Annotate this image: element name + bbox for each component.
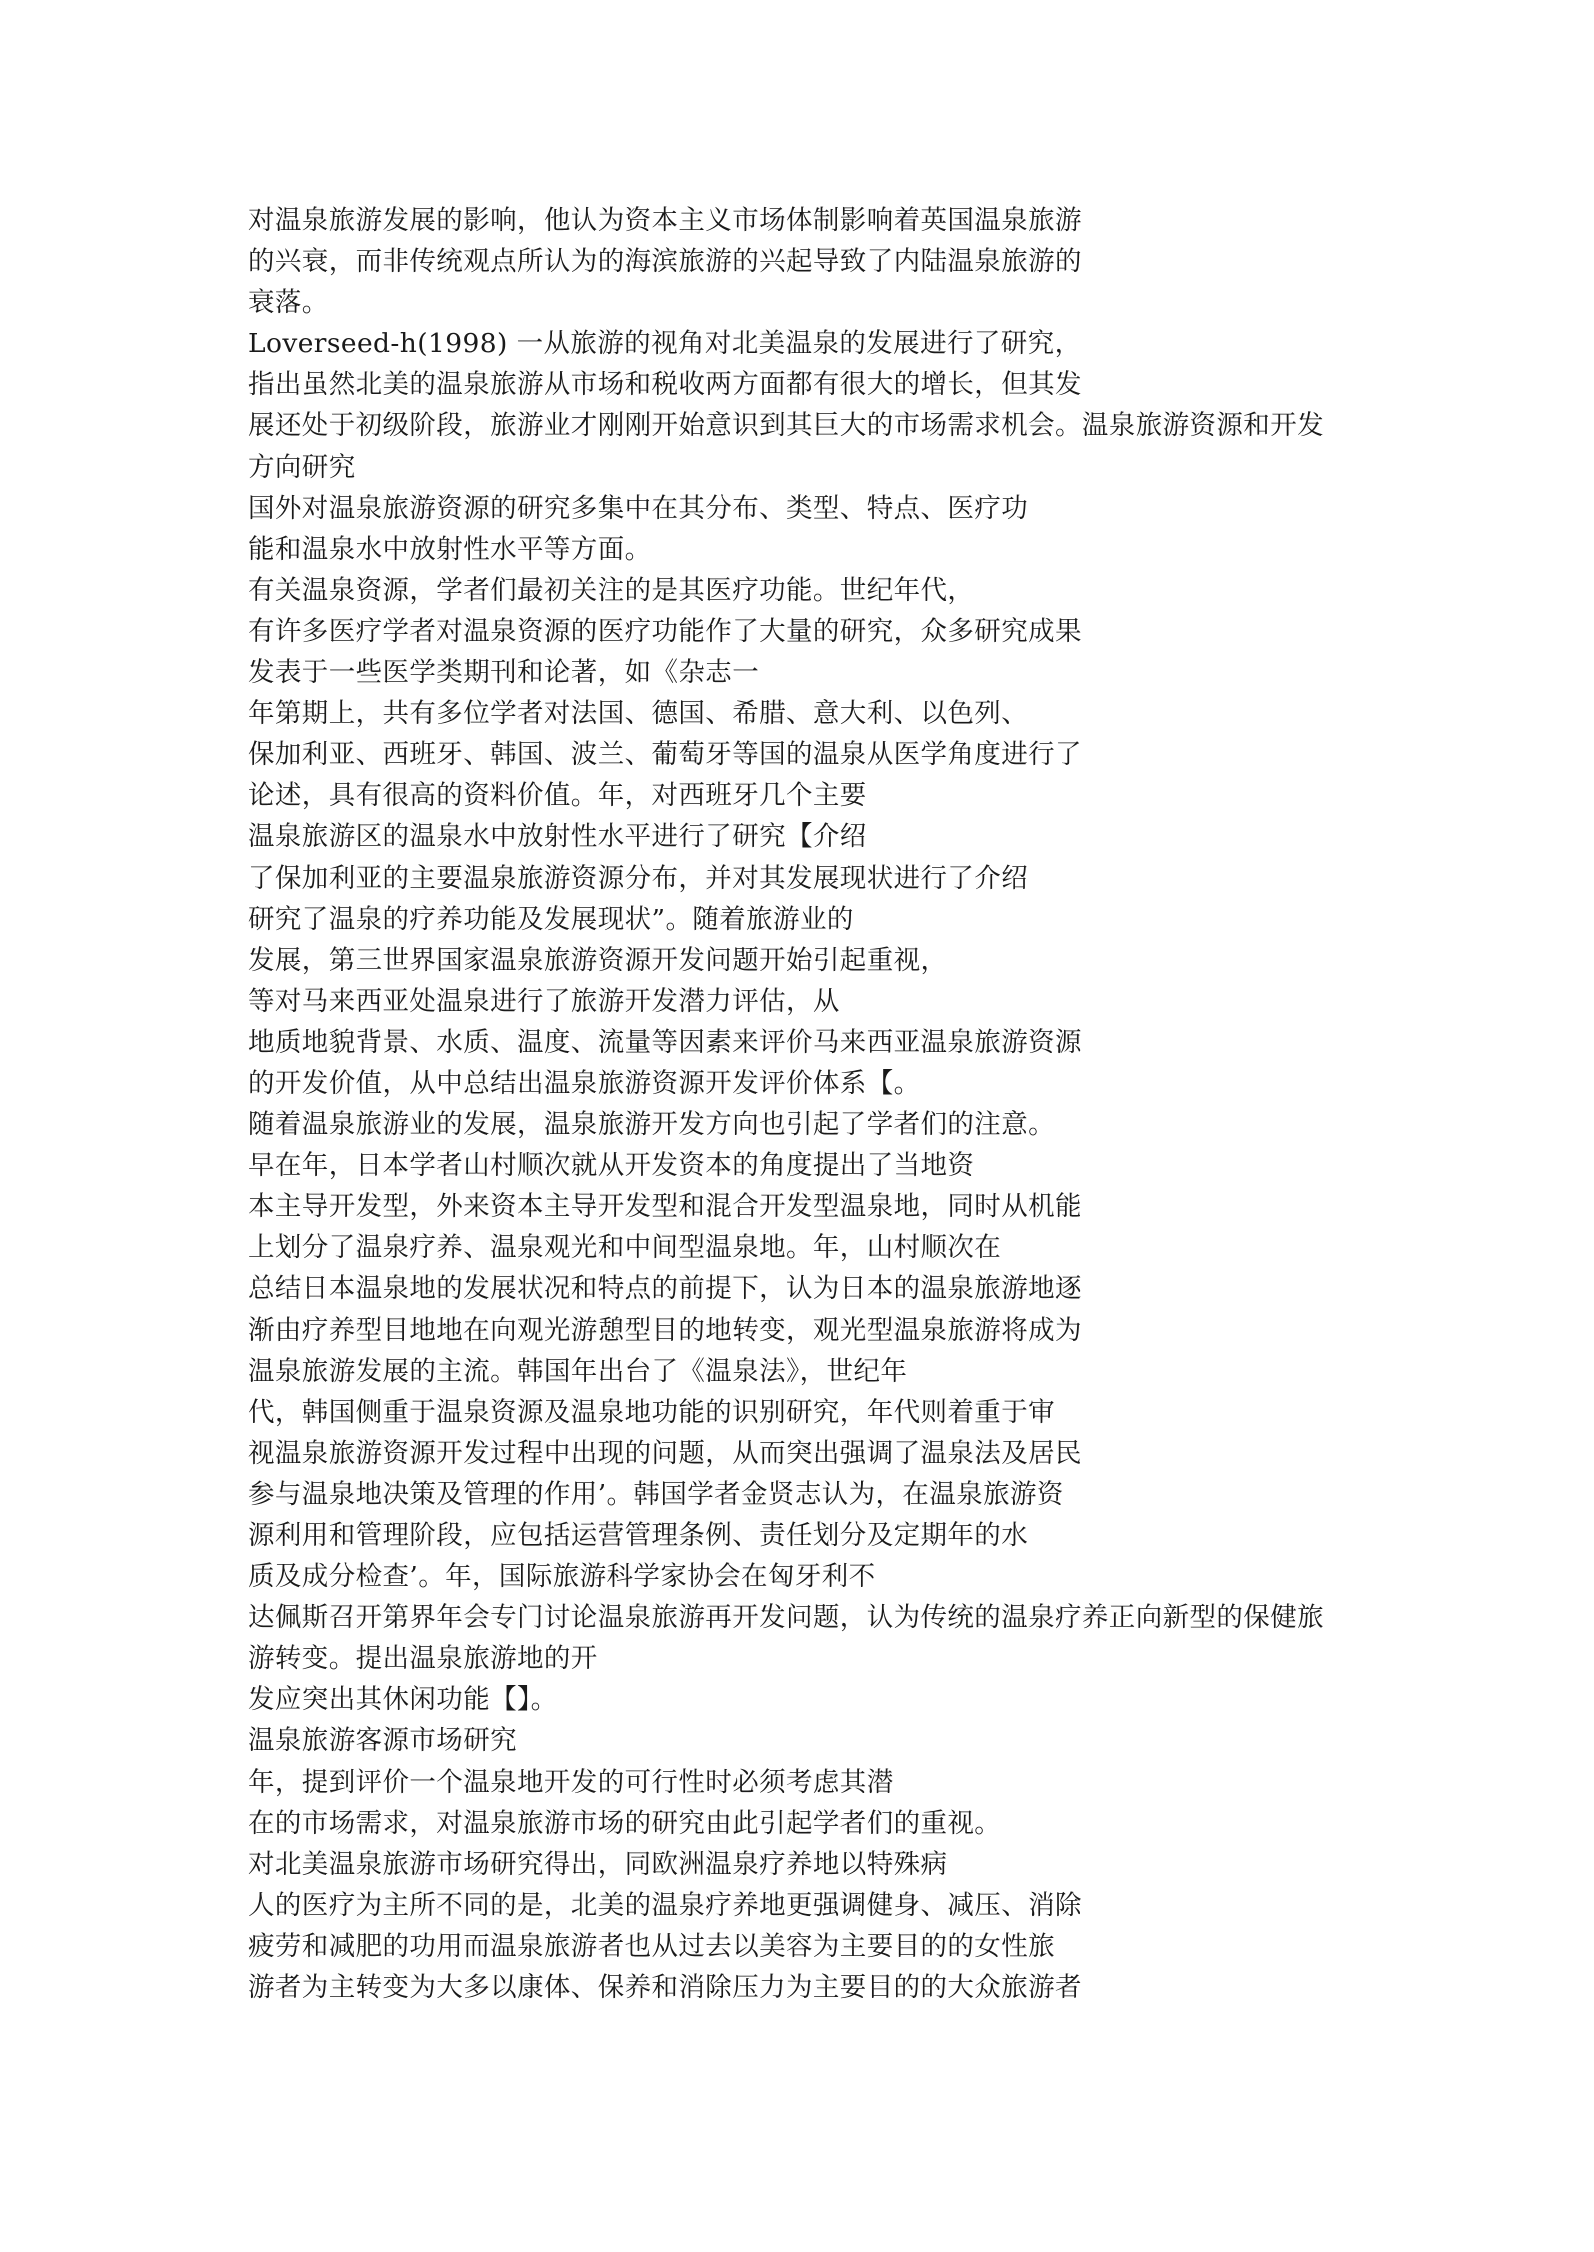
text-line: 在的市场需求，对温泉旅游市场的研究由此引起学者们的重视。 (248, 1807, 1002, 1839)
text-line: 年第期上，共有多位学者对法国、德国、希腊、意大利、以色列、 (248, 698, 1029, 730)
text-line: 研究了温泉的疗养功能及发展现状”。随着旅游业的 (248, 903, 854, 935)
text-line: 年，提到评价一个温泉地开发的可行性时必须考虑其潜 (248, 1766, 894, 1798)
text-line: 总结日本温泉地的发展状况和特点的前提下，认为日本的温泉旅游地逐 (248, 1273, 1082, 1305)
text-line: 渐由疗养型目地地在向观光游憩型目的地转变，观光型温泉旅游将成为 (248, 1314, 1082, 1346)
text-line: 保加利亚、西班牙、韩国、波兰、葡萄牙等国的温泉从医学角度进行了 (248, 739, 1082, 771)
text-line: 人的医疗为主所不同的是，北美的温泉疗养地更强调健身、减压、消除 (248, 1889, 1082, 1921)
text-line: Loverseed-h(1998) 一从旅游的视角对北美温泉的发展进行了研究， (248, 328, 1082, 360)
text-line: 有关温泉资源，学者们最初关注的是其医疗功能。世纪年代， (248, 574, 975, 606)
text-line: 温泉旅游发展的主流。韩国年出台了《温泉法》，世纪年 (248, 1355, 908, 1387)
text-line: 论述，具有很高的资料价值。年，对西班牙几个主要 (248, 780, 867, 812)
text-line: 质及成分检查’。年，国际旅游科学家协会在匈牙利不 (248, 1561, 876, 1593)
text-line: 展还处于初级阶段，旅游业才刚刚开始意识到其巨大的市场需求机会。温泉旅游资源和开发 (248, 410, 1324, 442)
text-line: 本主导开发型，外来资本主导开发型和混合开发型温泉地，同时从机能 (248, 1191, 1082, 1223)
text-line: 等对马来西亚处温泉进行了旅游开发潜力评估，从 (248, 985, 840, 1017)
text-line: 温泉旅游区的温泉水中放射性水平进行了研究【介绍 (248, 821, 867, 853)
text-line: 地质地貌背景、水质、温度、流量等因素来评价马来西亚温泉旅游资源 (248, 1026, 1082, 1058)
text-line: 游转变。提出温泉旅游地的开 (248, 1643, 598, 1675)
text-line: 对温泉旅游发展的影响，他认为资本主义市场体制影响着英国温泉旅游 (248, 205, 1082, 236)
text-line: 对北美温泉旅游市场研究得出，同欧洲温泉疗养地以特殊病 (248, 1848, 948, 1880)
text-line: 能和温泉水中放射性水平等方面。 (248, 533, 652, 565)
section-heading: 方向研究 (248, 451, 356, 483)
text-line: 代，韩国侧重于温泉资源及温泉地功能的识别研究，年代则着重于审 (248, 1396, 1055, 1428)
text-line: 达佩斯召开第界年会专门讨论温泉旅游再开发问题，认为传统的温泉疗养正向新型的保健旅 (248, 1602, 1324, 1634)
text-line: 参与温泉地决策及管理的作用’。韩国学者金贤志认为，在温泉旅游资 (248, 1478, 1064, 1510)
text-line: 疲劳和减肥的功用而温泉旅游者也从过去以美容为主要目的的女性旅 (248, 1930, 1055, 1962)
text-line: 的开发价值，从中总结出温泉旅游资源开发评价体系【。 (248, 1067, 921, 1099)
section-heading: 温泉旅游客源市场研究 (248, 1725, 517, 1757)
text-line: 发展，第三世界国家温泉旅游资源开发问题开始引起重视， (248, 944, 948, 976)
text-line: 有许多医疗学者对温泉资源的医疗功能作了大量的研究，众多研究成果 (248, 615, 1082, 647)
text-line: 随着温泉旅游业的发展，温泉旅游开发方向也引起了学者们的注意。 (248, 1109, 1055, 1141)
text-line: 发表于一些医学类期刊和论著，如《杂志一 (248, 657, 760, 689)
text-line: 早在年，日本学者山村顺次就从开发资本的角度提出了当地资 (248, 1150, 975, 1182)
text-line: 游者为主转变为大多以康体、保养和消除压力为主要目的的大众旅游者 (248, 1972, 1082, 2004)
text-line: 源利用和管理阶段，应包括运营管理条例、责任划分及定期年的水 (248, 1520, 1029, 1551)
text-line: 上划分了温泉疗养、温泉观光和中间型温泉地。年，山村顺次在 (248, 1232, 1002, 1264)
text-line: 了保加利亚的主要温泉旅游资源分布，并对其发展现状进行了介绍 (248, 862, 1029, 894)
text-line: 视温泉旅游资源开发过程中出现的问题，从而突出强调了温泉法及居民 (248, 1437, 1082, 1469)
document-body (248, 200, 1368, 2008)
text-line: 衰落。 (248, 287, 329, 319)
text-line: 指出虽然北美的温泉旅游从市场和税收两方面都有很大的增长，但其发 (248, 369, 1082, 401)
text-line: 发应突出其休闲功能【】。 (248, 1684, 558, 1716)
text-line: 国外对温泉旅游资源的研究多集中在其分布、类型、特点、医疗功 (248, 492, 1029, 524)
text-line: 的兴衰，而非传统观点所认为的海滨旅游的兴起导致了内陆温泉旅游的 (248, 246, 1082, 278)
